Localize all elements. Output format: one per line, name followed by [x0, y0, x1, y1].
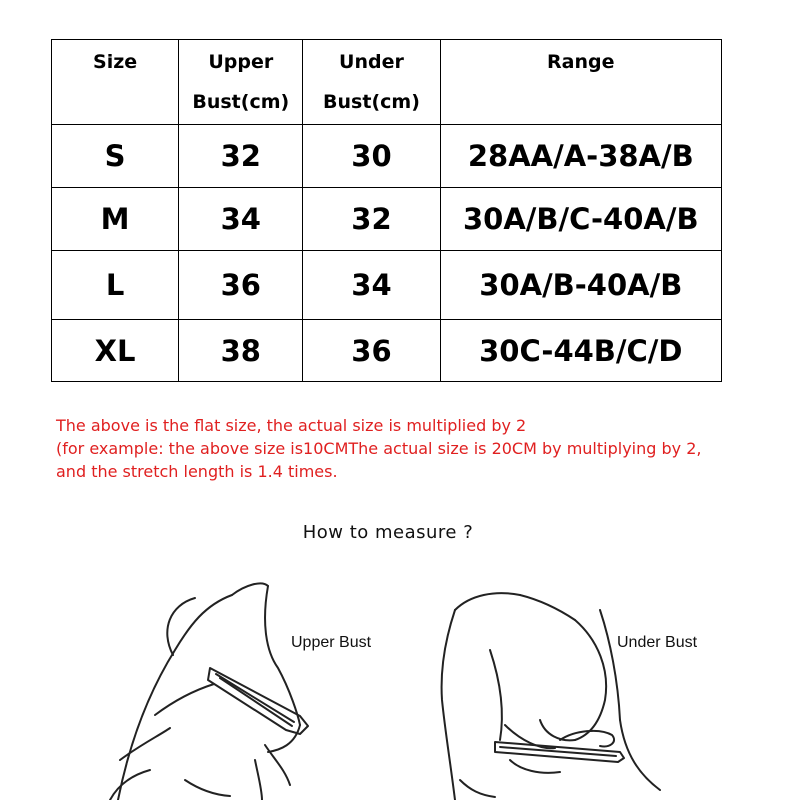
header-under-line1: Under: [339, 51, 404, 73]
under-bust-label: Under Bust: [617, 634, 698, 651]
table-header-row: [52, 40, 722, 125]
cell-upper-bust: 38: [179, 320, 303, 382]
cell-under-bust: 32: [303, 188, 440, 251]
header-range: Range: [440, 40, 721, 125]
measure-illustration: [0, 560, 800, 800]
table-row: [52, 320, 722, 382]
note-line-1: The above is the flat size, the actual size is multiplied by 2: [56, 416, 527, 435]
table-row: [52, 188, 722, 251]
size-chart-table: [51, 39, 722, 382]
table-row: [52, 251, 722, 320]
size-note: [56, 414, 701, 483]
header-upper-bust: [179, 40, 303, 125]
cell-range: 30C-44B/C/D: [440, 320, 721, 382]
cell-range: 28AA/A-38A/B: [440, 125, 721, 188]
upper-bust-label: Upper Bust: [291, 634, 372, 651]
cell-under-bust: 30: [303, 125, 440, 188]
header-upper-line2: Bust(cm): [192, 91, 290, 113]
header-size: Size: [52, 40, 179, 125]
upper-bust-figure: [110, 583, 308, 800]
cell-size: M: [52, 188, 179, 251]
cell-upper-bust: 34: [179, 188, 303, 251]
measure-title: How to measure ?: [302, 522, 474, 543]
table-row: [52, 125, 722, 188]
cell-upper-bust: 32: [179, 125, 303, 188]
cell-under-bust: 36: [303, 320, 440, 382]
note-line-2: (for example: the above size is10CMThe actual size is 20CM by multiplying by 2,: [56, 439, 702, 458]
cell-size: L: [52, 251, 179, 320]
under-bust-figure: [442, 593, 660, 800]
cell-size: XL: [52, 320, 179, 382]
note-line-3: and the stretch length is 1.4 times.: [56, 462, 338, 481]
header-under-bust: [303, 40, 440, 125]
cell-range: 30A/B/C-40A/B: [440, 188, 721, 251]
cell-under-bust: 34: [303, 251, 440, 320]
header-under-line2: Bust(cm): [323, 91, 420, 113]
cell-upper-bust: 36: [179, 251, 303, 320]
cell-size: S: [52, 125, 179, 188]
cell-range: 30A/B-40A/B: [440, 251, 721, 320]
header-upper-line1: Upper: [208, 51, 274, 73]
